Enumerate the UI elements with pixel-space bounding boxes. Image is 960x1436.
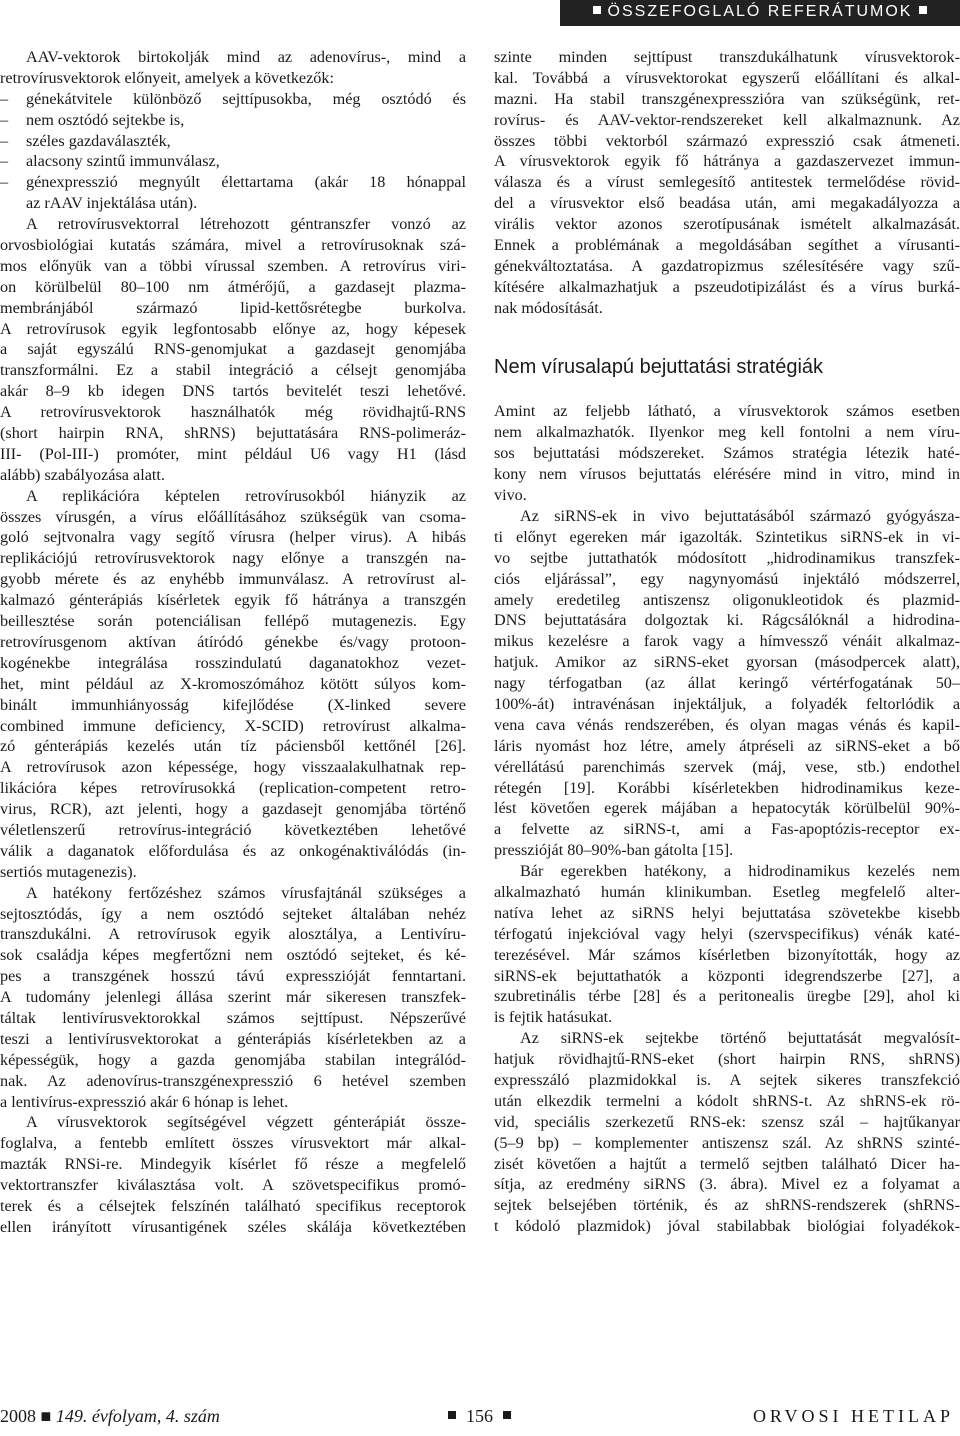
text-line: sejtosztódás, így a nem osztódó sejteket általában nehéz (0, 904, 466, 923)
text-line: mikus kezelésre a farok vagy a hímvessző vénáit alkalmaz- (494, 632, 960, 651)
text-line: a lentivírus-expresszió akár 6 hónap is lehet. (0, 1092, 289, 1111)
text-line: kalmazó génterápiás kísérletek egyik fő hátránya a transzgén (0, 591, 466, 610)
text-line: AAV-vektorok birtokolják mind az adenovírus-, mind a (26, 48, 466, 66)
text-line: retrovírusgenom aktívan átíródó génekbe és/vagy protoon- (0, 632, 466, 651)
text-line: sok családja képes megfertőzni nem osztódó sejteket, és ké- (0, 946, 466, 965)
text-line: virus, RCR), azt jelenti, hogy a gazdasejt genomjába történő (0, 800, 466, 819)
text-line: kogénekbe integrálása rosszindulatú daganatokhoz vezet- (0, 653, 466, 672)
text-line: virális vektor azonos szerotípusának ismételt alkalmazását. (494, 215, 960, 234)
text-line: A retrovírusvektorral létrehozott géntranszfer vonzó az (26, 215, 466, 234)
text-line: expresszáló plazmidokkal is. A sejtek sikeres transzfekció (494, 1070, 960, 1089)
section-header-bar (560, 0, 960, 26)
left-column (0, 47, 466, 1238)
text-line: láris nyomást hoz létre, amely átpréseli az siRNS-eket a bő (494, 736, 960, 755)
text-line: akár 8–9 kb idegen DNS tartós bevitelét teszi lehetővé. (0, 382, 466, 401)
text-line: vérellátású parenchimás szervek (máj, vese, stb.) endothel (494, 757, 960, 776)
footer-year: 2008 (0, 1406, 36, 1426)
text-line: a felvette az siRNS-t, ami a Fas-apoptózis-receptor ex- (494, 820, 960, 839)
square-bullet-icon (503, 1411, 511, 1419)
text-line: alkalmazható humán klinikumban. Esetleg megfelelő alter- (494, 882, 960, 901)
text-line: zó génterápiás kezelés után tíz páciensből kettőnél [26]. (0, 737, 466, 756)
text-line: likációra képes retrovírusokká (replication-competent retro- (0, 779, 466, 798)
text-line: foglalva, a fentebb említett összes vírusvektort már alkal- (0, 1134, 466, 1153)
page-number-block (438, 1406, 521, 1427)
text-line: transzformálni. Ez a stabil integráció a célsejt genomjába (0, 361, 466, 380)
text-line: Az siRNS-ek in vivo bejuttatásából származó gyógyásza- (520, 506, 960, 525)
section-heading: Nem vírusalapú bejuttatási stratégiák (494, 355, 824, 378)
square-bullet-icon (593, 6, 601, 14)
text-line: zisét követően a hajtűt a termelő sejtben található Dicer ha- (494, 1154, 960, 1173)
text-line: goló sejtvonalra vagy segítő vírusra (helper virus). A hibás (0, 528, 466, 547)
text-line: képességük, hogy a gazda genomjába stabilan integrálód- (0, 1050, 466, 1069)
text-line: kony nem vírusos bejuttatás elérésére mind in vitro, mind in (494, 465, 960, 484)
text-line: DNS bejuttatására dolgoztak ki. Rágcsálóknál a hidrodina- (494, 611, 960, 630)
text-line: nak módosítását. (494, 298, 603, 317)
text-line: Az siRNS-ek sejtekbe történő bejuttatását megvalósít- (520, 1029, 960, 1048)
page-number: 156 (466, 1406, 493, 1426)
text-line: ti előnyt egereken már igazolták. Szintetikus siRNS-ek in vi- (494, 527, 960, 546)
right-column (494, 47, 960, 1237)
text-line: válasza és a vírust semlegesítő antitestek termelődése rövid- (494, 173, 960, 192)
text-line: A retrovírusok egyik legfontosabb előnye az, hogy képesek (0, 319, 466, 338)
text-line: Amint az feljebb látható, a vírusvektorok számos esetben (494, 402, 960, 421)
text-line: után elkezdik termelni a kódolt shRNS-t. Az shRNS-ek rö- (494, 1091, 960, 1110)
text-line: binált immunhiányosság kifejlődése (X-linked severe (0, 695, 466, 714)
text-line: nem alkalmazhatók. Ilyenkor meg kell fontolni a nem víru- (494, 423, 960, 442)
text-line: összes vírusgén, a vírus előállításához szükségük van csoma- (0, 507, 466, 526)
bullet-item: – génekátvitele különböző sejttípusokba, még osztódó és (0, 89, 466, 110)
text-line: A tudomány jelenlegi állása szerint már sikeresen transzfek- (0, 988, 466, 1007)
text-line: rovírus- és AAV-vektor-rendszereket kell alkalmaznunk. Az (494, 110, 960, 129)
text-line: siRNS-ek bejuttathatók a központi idegrendszerbe [27], a (494, 966, 960, 985)
text-line: táltak lentivírusvektorokkal számos sejttípust. Népszerűvé (0, 1008, 466, 1027)
text-line: on körülbelül 80–100 nm átmérőjű, a gazdasejt plazma- (0, 277, 466, 296)
text-line: sos bejuttatási módszereket. Számos stratégia létezik haté- (494, 444, 960, 463)
text-line: sertiós mutagenezis). (0, 862, 137, 881)
bullet-item: – széles gazdaválaszték, (0, 131, 466, 152)
text-line: amely eredetileg antiszensz oligonukleotidok és plazmid- (494, 590, 960, 609)
text-line: terezésével. Már számos kísérletben bizonyították, hogy az (494, 945, 960, 964)
text-line: alább) szabályozása alatt. (0, 465, 165, 484)
text-line: A vírusvektorok segítségével végzett génterápiát össze- (26, 1113, 466, 1132)
text-line: A hatékony fertőzéshez számos vírusfajtánál szükséges a (26, 883, 466, 902)
bullet-item-cont: az rAAV injektálása után). (26, 194, 198, 213)
text-line: sítja, az eredmény siRNS (3. ábra). Mivel ez a folyamat a (494, 1175, 960, 1194)
text-line: génekváltoztatása. A gazdatropizmus szélesítésére vagy szű- (494, 256, 960, 275)
text-line: hatjuk rövidhajtű-RNS-eket (short hairpin RNS, shRNS) (494, 1050, 960, 1069)
text-line: pes a transzgének hosszú távú expresszióját fenntartani. (0, 967, 466, 986)
journal-name: ORVOSI HETILAP (752, 1406, 954, 1426)
square-bullet-icon (448, 1411, 456, 1419)
text-line: A retrovírusvektorok használhatók még rövidhajtű-RNS (0, 403, 466, 422)
footer-separator: ■ (36, 1406, 56, 1426)
text-line: szinte minden sejttípust transzdukálhatunk vírusvektorok- (494, 48, 960, 66)
text-line: III- (Pol-III-) promóter, mint például U6 vagy H1 (lásd (0, 444, 466, 463)
text-line: vid, speciális szerkezetű RNS-ek: szensz szál – hajtűkanyar (494, 1112, 960, 1131)
text-line: teszi a lentivírusvektorokat a génterápiás kísérletekben az a (0, 1029, 466, 1048)
page-footer (0, 1404, 960, 1434)
text-line: rétegén [19]. Korábbi kísérletekben hidrodinamikus keze- (494, 778, 960, 797)
text-line: A replikációra képtelen retrovírusokból hiányzik az (26, 486, 466, 505)
text-line: het, mint például az X-kromoszómához kötött súlyos kom- (0, 674, 466, 693)
text-line: kal. Továbbá a vírusvektorokat egyszerű előállítani és alkal- (494, 68, 960, 87)
text-line: vo sejtbe juttathatók módosított „hidrodinamikus transzfek- (494, 548, 960, 567)
text-line: hatjuk. Amikor az siRNS-eket gyorsan (másodpercek alatt), (494, 653, 960, 672)
text-line: is fejtik hatásukat. (494, 1008, 613, 1027)
section-header (560, 3, 960, 21)
text-line: combined immune deficiency, X-SCID) retrovírust alkalma- (0, 716, 466, 735)
text-line: térfogatú injekcióval vagy helyi (szervspecifikus) vénák katé- (494, 924, 960, 943)
text-line: A vírusvektorok egyik fő hátránya a gazdaszervezet immun- (494, 152, 960, 171)
text-line: nagy térfogatban (az állat keringő vértérfogatának 50– (494, 674, 960, 693)
text-line: vivo. (494, 486, 527, 505)
text-line: terek és a célsejtek felszínén található specifikus receptorok (0, 1196, 466, 1215)
bullet-item: – alacsony szintű immunválasz, (0, 151, 466, 172)
text-line: t kódoló plazmidok) jóval stabilabbak biológiai folyadékok- (494, 1217, 960, 1236)
text-line: del a vírusvektor első beadása után, ami megakadályozza a (494, 194, 960, 213)
text-line: válik a daganatok előfordulása és az onkogénaktiválódás (in- (0, 841, 466, 860)
text-line: transzdukálni. A retrovírusok egyik alosztálya, a Lentivíru- (0, 925, 466, 944)
text-line: vena cava vénás rendszerében, és olyan magas vénás és kapil- (494, 715, 960, 734)
text-line: lést követően egerek májában a hepatocyták körülbelül 90%- (494, 799, 960, 818)
text-line: Ennek a problémának a megoldásában segíthet a vírusanti- (494, 236, 960, 255)
text-line: vektortranszfer kiválasztása volt. A szövetspecifikus promó- (0, 1176, 466, 1195)
square-bullet-icon (919, 6, 927, 14)
text-line: mos előnyük van a többi vírussal szemben. A retrovírus viri- (0, 256, 466, 275)
text-line: ellen irányított vírusantigének széles skálája következtében (0, 1217, 466, 1236)
text-line: (short hairpin RNA, shRNS) bejuttatására RNS-polimeráz- (0, 424, 466, 443)
bullet-item: – génexpresszió megnyúlt élettartama (akár 18 hónappal (0, 172, 466, 193)
text-line: összes többi vektorból származó expresszió csak átmeneti. (494, 131, 960, 150)
text-line: kítésére alkalmazhatjuk a pszeudotipizálást és a vírus burká- (494, 277, 960, 296)
text-line: 100%-át) intravénásan injektáljuk, a folyadék feltorlódik a (494, 694, 960, 713)
text-line: beillesztése során potenciálisan fellépő mutagenezis. Egy (0, 612, 466, 631)
text-line: véletlenszerű retrovírus-integráció következtében lehetővé (0, 820, 466, 839)
text-line: szubretinális térbe [28] és a peritonealis üregbe [29], ahol ki (494, 987, 960, 1006)
text-line: retrovírusvektorok előnyeit, amelyek a következők: (0, 68, 334, 87)
text-line: a saját egyszálú RNS-genomjukat a gazdasejt genomjába (0, 340, 466, 359)
text-line: nak. Az adenovírus-transzgénexpresszió 6 hetével szemben (0, 1071, 466, 1090)
text-line: Bár egerekben hatékony, a hidrodinamikus kezelés nem (520, 862, 960, 881)
text-line: presszióját 80–90%-ban gátolta [15]. (494, 841, 734, 860)
footer-volume: 149. évfolyam, 4. szám (55, 1406, 220, 1426)
text-line: sejtek belsejében történik, és az shRNS-rendszerek (shRNS- (494, 1196, 960, 1215)
text-line: A retrovírusok azon képessége, hogy visszaalakulhatnak rep- (0, 758, 466, 777)
text-line: orvosbiológiai kutatás számára, mivel a retrovírusoknak szá- (0, 236, 466, 255)
text-line: gyobb mérete és az enyhébb immunválasz. A retrovírust al- (0, 570, 466, 589)
text-line: mazni. Ha stabil transzgénexpresszióra van szükségünk, ret- (494, 89, 960, 108)
text-line: mazták RNSi-re. Mindegyik kísérlet fő része a megfelelő (0, 1155, 466, 1174)
footer-issue (0, 1406, 220, 1427)
text-line: membránjából származó lipid-kettősrétegbe burkolva. (0, 298, 466, 317)
section-title: ÖSSZEFOGLALÓ REFERÁTUMOK (607, 3, 913, 20)
text-line: (5–9 bp) – komplementer antiszensz szál. Az shRNS szinté- (494, 1133, 960, 1152)
text-line: ciós eljárással”, egy nagynyomású injektáló módszerrel, (494, 569, 960, 588)
bullet-item-cont: – nem osztódó sejtekbe is, (0, 110, 466, 131)
text-line: natíva lehet az siRNS helyi bejuttatása szövetekbe kisebb (494, 903, 960, 922)
text-line: replikációjú retrovírusvektorok nagy előnye a transzgén na- (0, 549, 466, 568)
